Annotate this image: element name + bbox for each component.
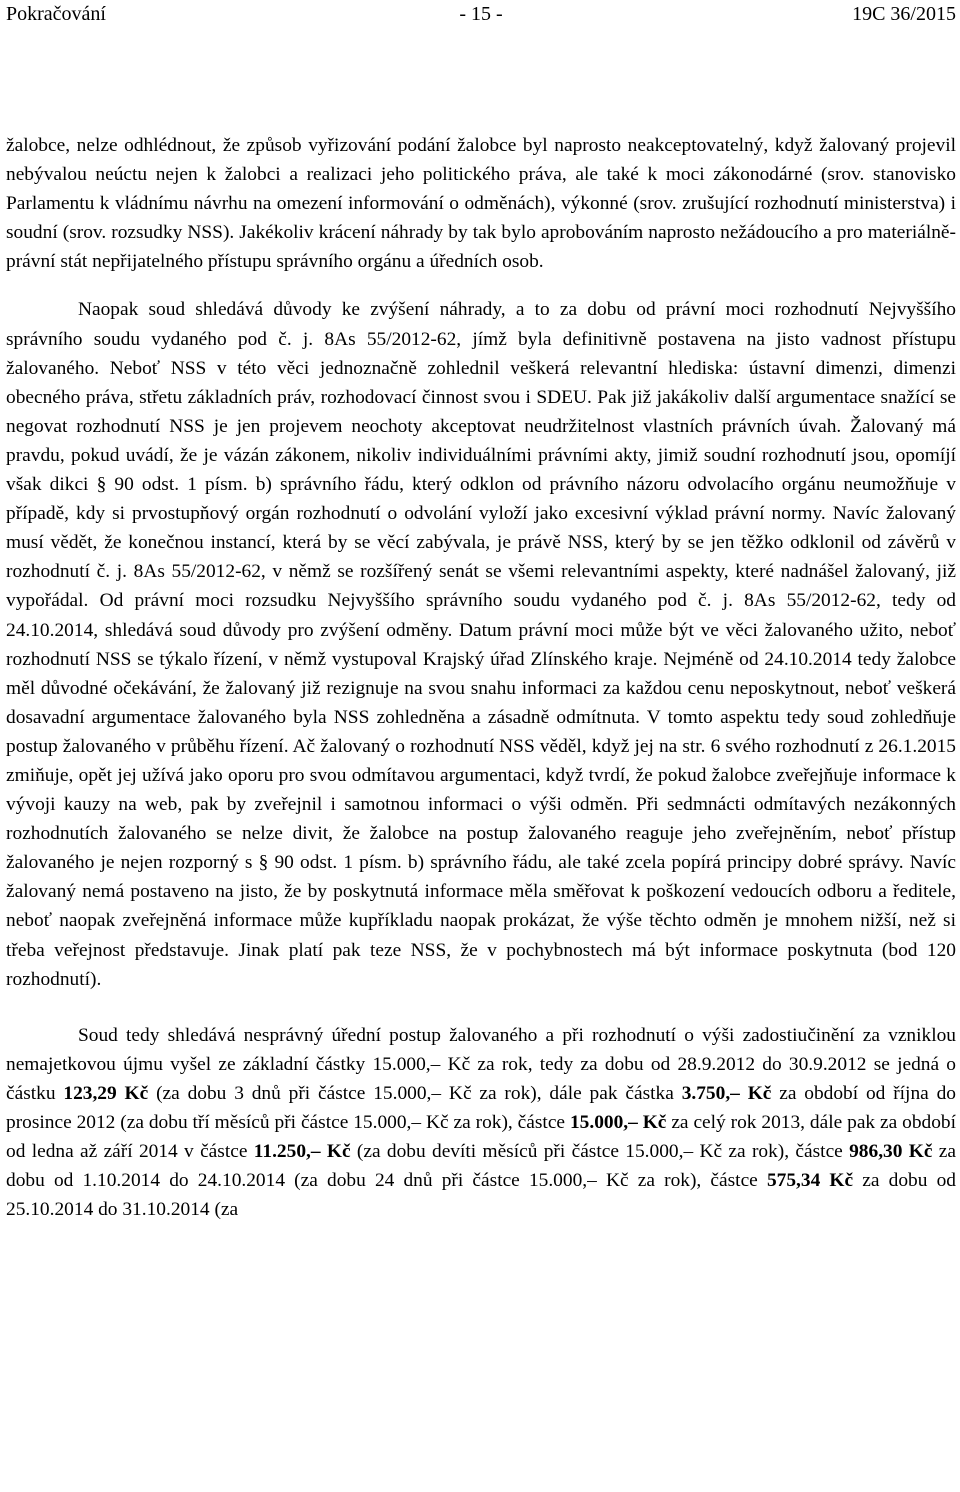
paragraph-3-text-5: (za dobu devíti měsíců při částce 15.000,– Kč za rok), částce	[350, 1141, 850, 1163]
document-page	[6, 0, 956, 1224]
paragraph-3-text-2: (za dobu 3 dnů při částce 15.000,– Kč za rok), dále pak částka	[148, 1082, 682, 1104]
paragraph-3-text-7: za dobu od 25.10.2014 do 31.10.2014 (za	[6, 1170, 956, 1221]
case-number: 19C 36/2015	[852, 3, 956, 25]
paragraph-1: žalobce, nelze odhlédnout, že způsob vyřizování podání žalobce byl naprosto neakceptovatelný, když žalovaný projevil nebývalou neúctu nejen k žalobci a realizaci jeho politického práva, ale také k moci zákonodárné (srov. stanovisko Parlamentu k vládnímu návrhu na omezení informování o odměnách), výkonné (srov. zrušující rozhodnutí ministerstva) i soudní (srov. rozsudky NSS). Jakékoliv krácení náhrady by tak bylo aprobováním naprosto nežádoucího a pro materiálně-právní stát nepřijatelného přístupu správního orgánu a úředních osob.	[6, 135, 956, 273]
paragraph-3	[6, 1021, 956, 1225]
page-header	[6, 0, 956, 36]
amount-3: 15.000,– Kč	[569, 1112, 667, 1133]
amount-1: 123,29 Kč	[63, 1082, 149, 1104]
amount-2: 3.750,– Kč	[681, 1082, 772, 1104]
page-number: - 15 -	[459, 3, 503, 25]
paragraph-3-text-4: za celý rok 2013, dále pak za období od ledna až září 2014 v částce	[6, 1112, 957, 1163]
amount-6: 575,34 Kč	[766, 1170, 854, 1192]
paragraph-3-text-1: Soud tedy shledává nesprávný úřední postup žalovaného a při rozhodnutí o výši zadostiučinění za vzniklou nemajetkovou újmu vyšel ze základní částky 15.000,– Kč za rok, tedy za dobu od 28.9.2012 do 30.9.2012 se jedná o částku	[6, 1024, 956, 1104]
header-continuation-label: Pokračování	[6, 3, 106, 25]
paragraph-3-text-3: za období od října do prosince 2012 (za dobu tří měsíců při částce 15.000,– Kč za rok), částce	[6, 1082, 956, 1133]
amount-5: 986,30 Kč	[849, 1141, 933, 1163]
paragraph-2: Naopak soud shledává důvody ke zvýšení náhrady, a to za dobu od právní moci rozhodnutí Nejvyššího správního soudu vydaného pod č. j. 8As 55/2012-62, jímž byla definitivně postavena na jisto vadnost přístupu žalovaného. Neboť NSS v této věci jednoznačně zohlednil veškerá relevantní hlediska: ústavní dimenzi, dimenzi obecného práva, střetu základních práv, rozhodovací činnost svou i SDEU. Pak již jakákoliv další argumentace snažící se negovat rozhodnutí NSS je jen projevem neochoty akceptovat neudržitelnost vlastních právních úvah. Žalovaný má pravdu, pokud uvádí, že je vázán zákonem, nikoliv individuálními právními akty, jimiž soudní rozhodnutí jsou, opomíjí však dikci § 90 odst. 1 písm. b) správního řádu, který odklon od právního názoru odvolacího orgánu neumožňuje v případě, kdy si prvostupňový orgán rozhodnutí o odvolání vyloží jako excesivní výklad právní normy. Navíc žalovaný musí vědět, že konečnou instancí, která by se věcí zabývala, je právě NSS, který by se jen těžko odklonil od závěrů v rozhodnutí č. j. 8As 55/2012-62, v němž se rozšířený senát se všemi relevantními aspekty, které nadnášel žalovaný, již vypořádal. Od právní moci rozsudku Nejvyššího správního soudu vydaného pod č. j. 8As 55/2012-62, tedy od 24.10.2014, shledává soud důvody pro zvýšení odměny. Datum právní moci může být ve věci žalovaného užito, neboť rozhodnutí NSS se týkalo řízení, v němž vystupoval Krajský úřad Zlínského kraje. Nejméně od 24.10.2014 tedy žalobce měl důvodné očekávání, že žalovaný již rezignuje na svou snahu informaci za každou cenu neposkytnout, neboť veškerá dosavadní argumentace žalovaného byla NSS zohledněna a zásadně odmítnuta. V tomto aspektu tedy soud zohledňuje postup žalovaného v průběhu řízení. Ač žalovaný o rozhodnutí NSS věděl, když jej na str. 6 svého rozhodnutí z 26.1.2015 zmiňuje, opět jej užívá jako oporu pro svou odmítavou argumentaci, když tvrdí, že pokud žalobce zveřejňuje informace k vývoji kauzy na web, pak by zveřejnil i samotnou informaci o výši odměn. Při sedmnácti odmítavých nezákonných rozhodnutích žalovaného se nelze divit, že žalobce na postup žalovaného reaguje jeho zveřejněním, neboť přístup žalovaného je nejen rozporný s § 90 odst. 1 písm. b) správního řádu, ale také zcela popírá principy dobré správy. Navíc žalovaný nemá postaveno na jisto, že by poskytnutá informace měla směřovat k poškození vedoucích odboru a ředitele, neboť naopak zveřejněná informace může kupříkladu naopak prokázat, že výše těchto odměn je mnohem nižší, než si třeba veřejnost představuje. Jinak platí pak teze NSS, že v pochybnostech má být informace poskytnuta (bod 120 rozhodnutí).	[6, 299, 956, 990]
paragraph-3-text-6: za dobu od 1.10.2014 do 24.10.2014 (za dobu 24 dnů při částce 15.000,– Kč za rok), částce	[6, 1141, 956, 1192]
amount-4: 11.250,– Kč	[253, 1141, 351, 1163]
